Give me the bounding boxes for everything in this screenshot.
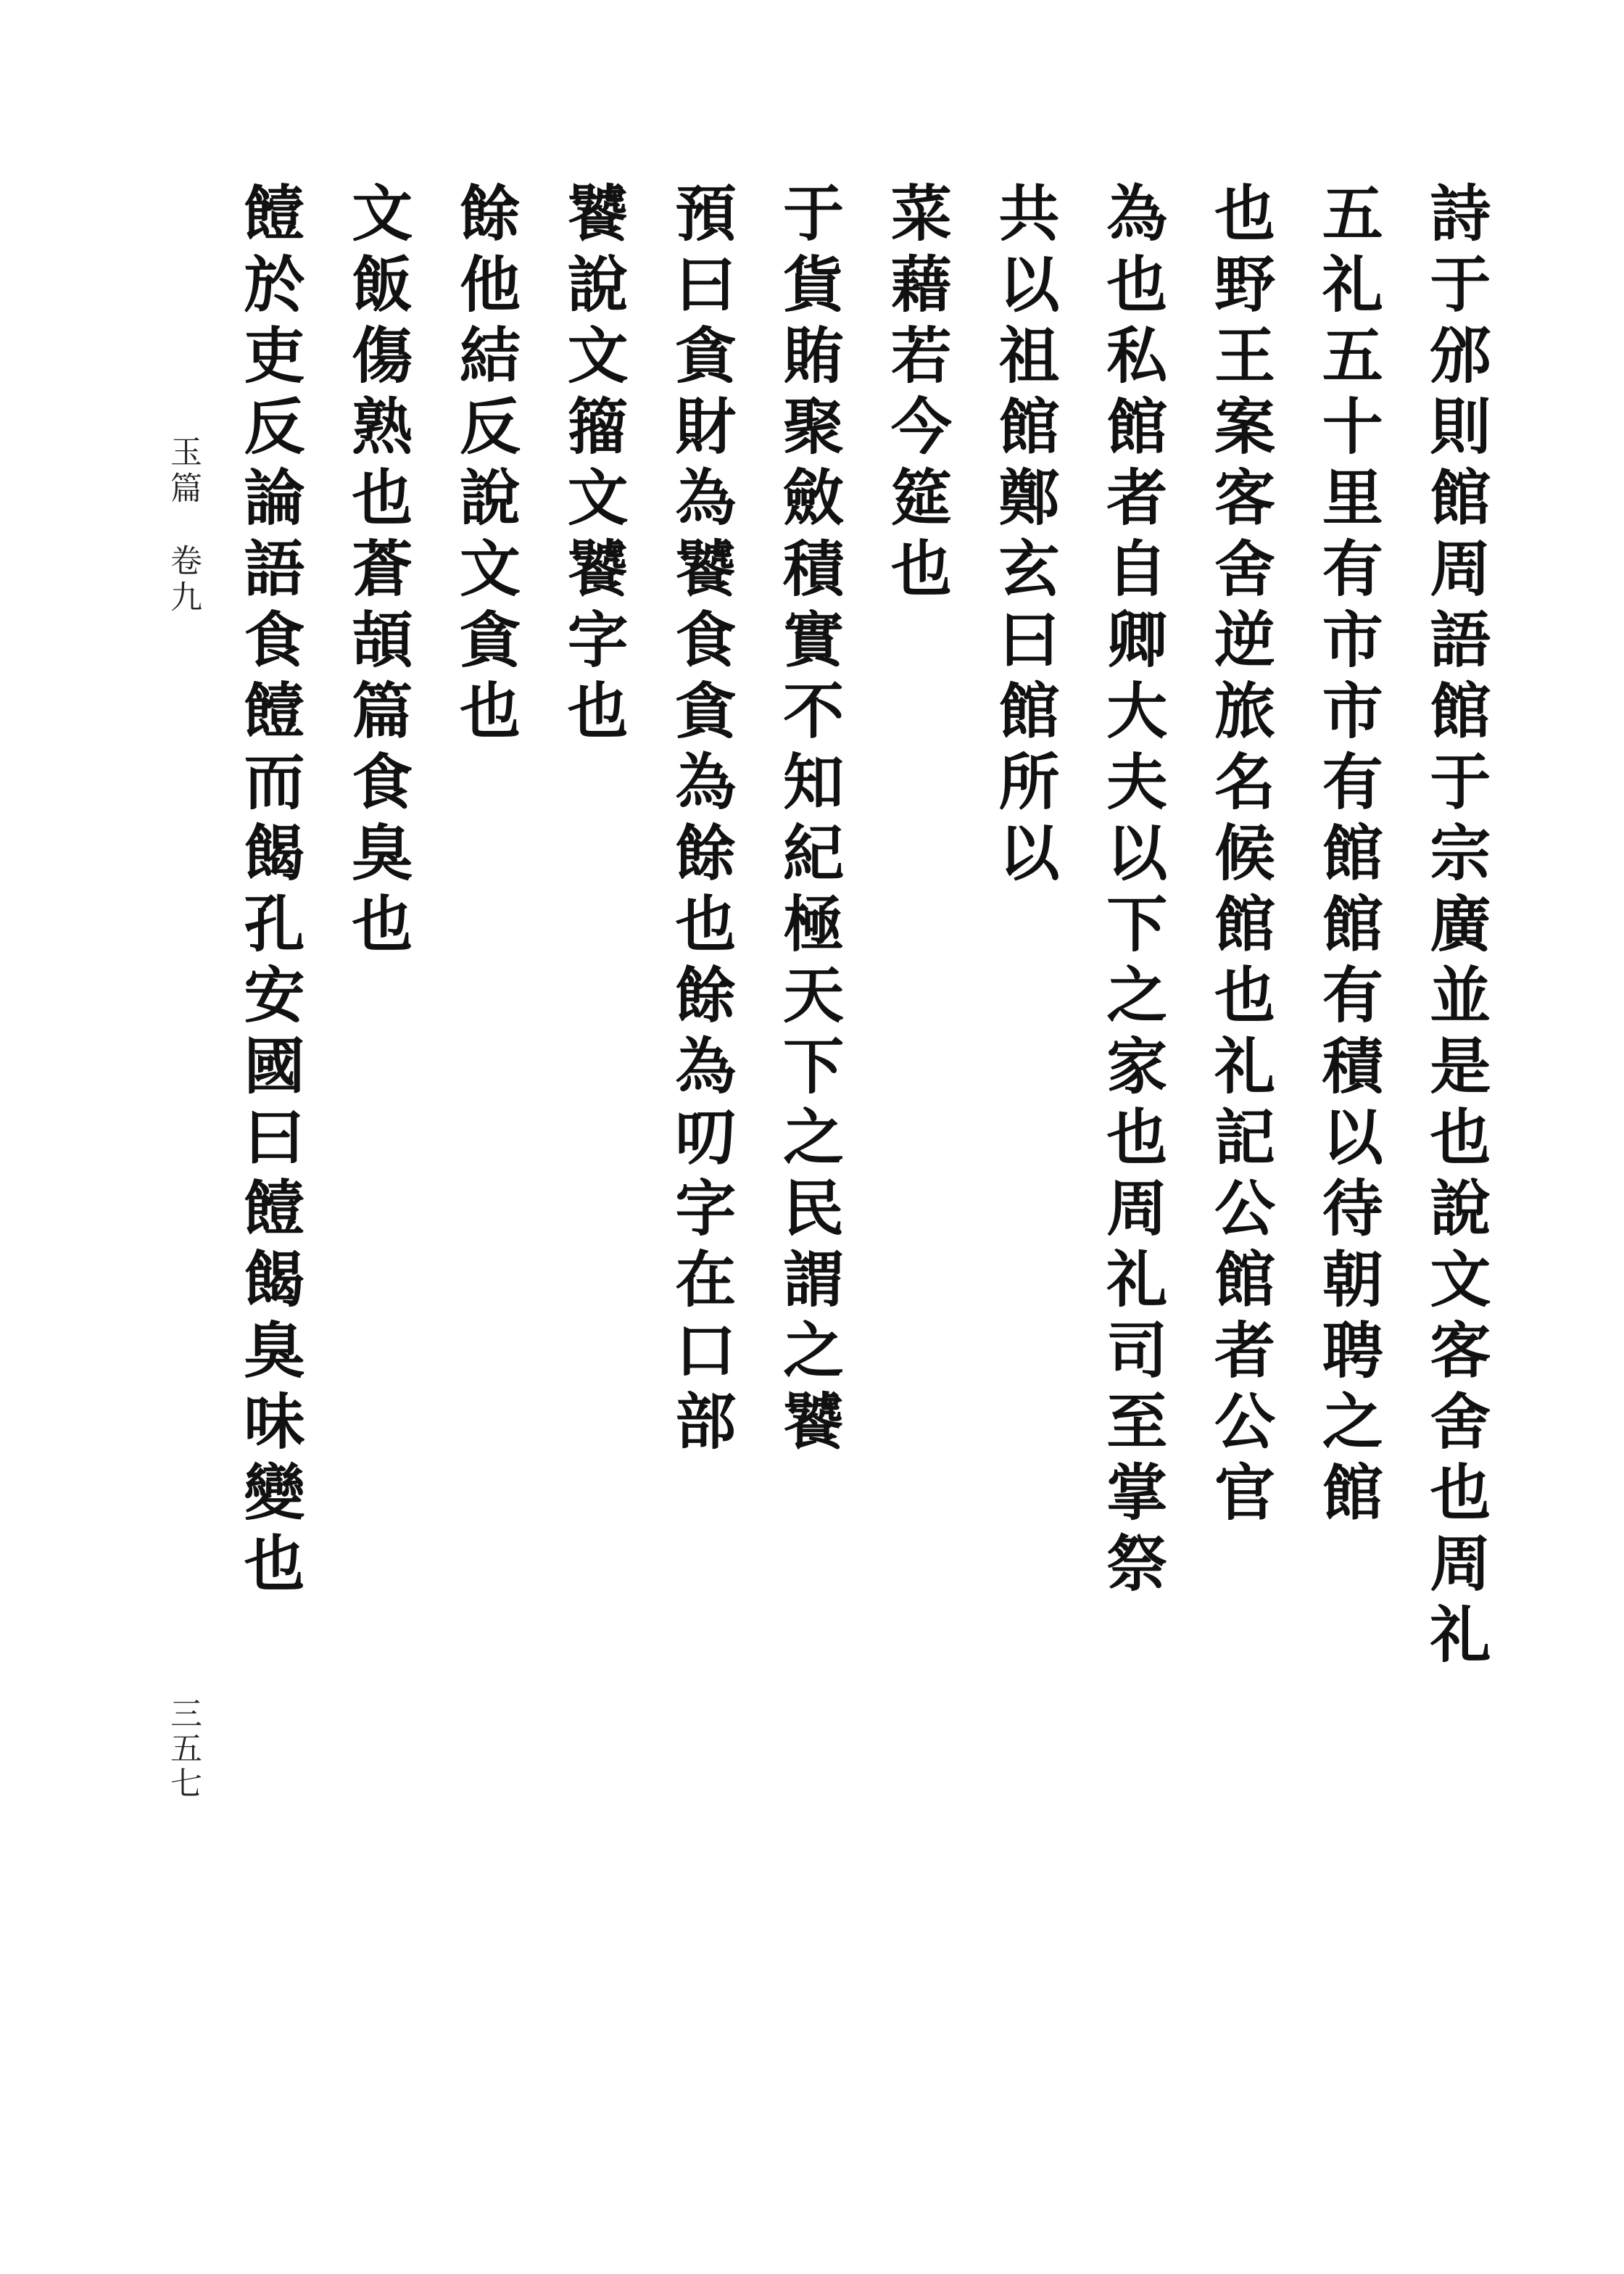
- text-column: 為也私館者自卿大夫以下之家也周礼司至掌祭: [1096, 181, 1169, 1603]
- text-column: 共以祖館鄭玄曰館所以: [989, 181, 1061, 892]
- text-column: 饕說文籀文饕字也: [558, 181, 630, 750]
- page-number: 三五七: [165, 1697, 202, 1801]
- text-column: 也野王案客舍逆旅名候館也礼記公館者公官: [1204, 181, 1277, 1531]
- text-column: 餘他結反說文貪也: [450, 181, 522, 750]
- text-column: 菜藉若今筵也: [881, 181, 953, 608]
- text-column: 饐於吏反論語食饐而餲孔安國曰饐餲臭味變也: [234, 181, 306, 1603]
- text-column: 于貨賄聚斂積實不知紀極天下之民謂之饕: [773, 181, 845, 1460]
- margin-title: 玉篇 卷九: [165, 435, 202, 616]
- text-column: 詩于邠則館周語館于宗廣並是也說文客舍也周礼: [1420, 181, 1492, 1674]
- text-column: 五礼五十里有市市有館館有積以待朝聘之館: [1312, 181, 1385, 1531]
- text-column: 文飯傷熟也蒼頡篇食臭也: [341, 181, 414, 963]
- vertical-text-block: [234, 181, 1492, 2103]
- text-column: 預曰貪財為饕食貪為餘也餘為叨字在口部: [665, 181, 737, 1460]
